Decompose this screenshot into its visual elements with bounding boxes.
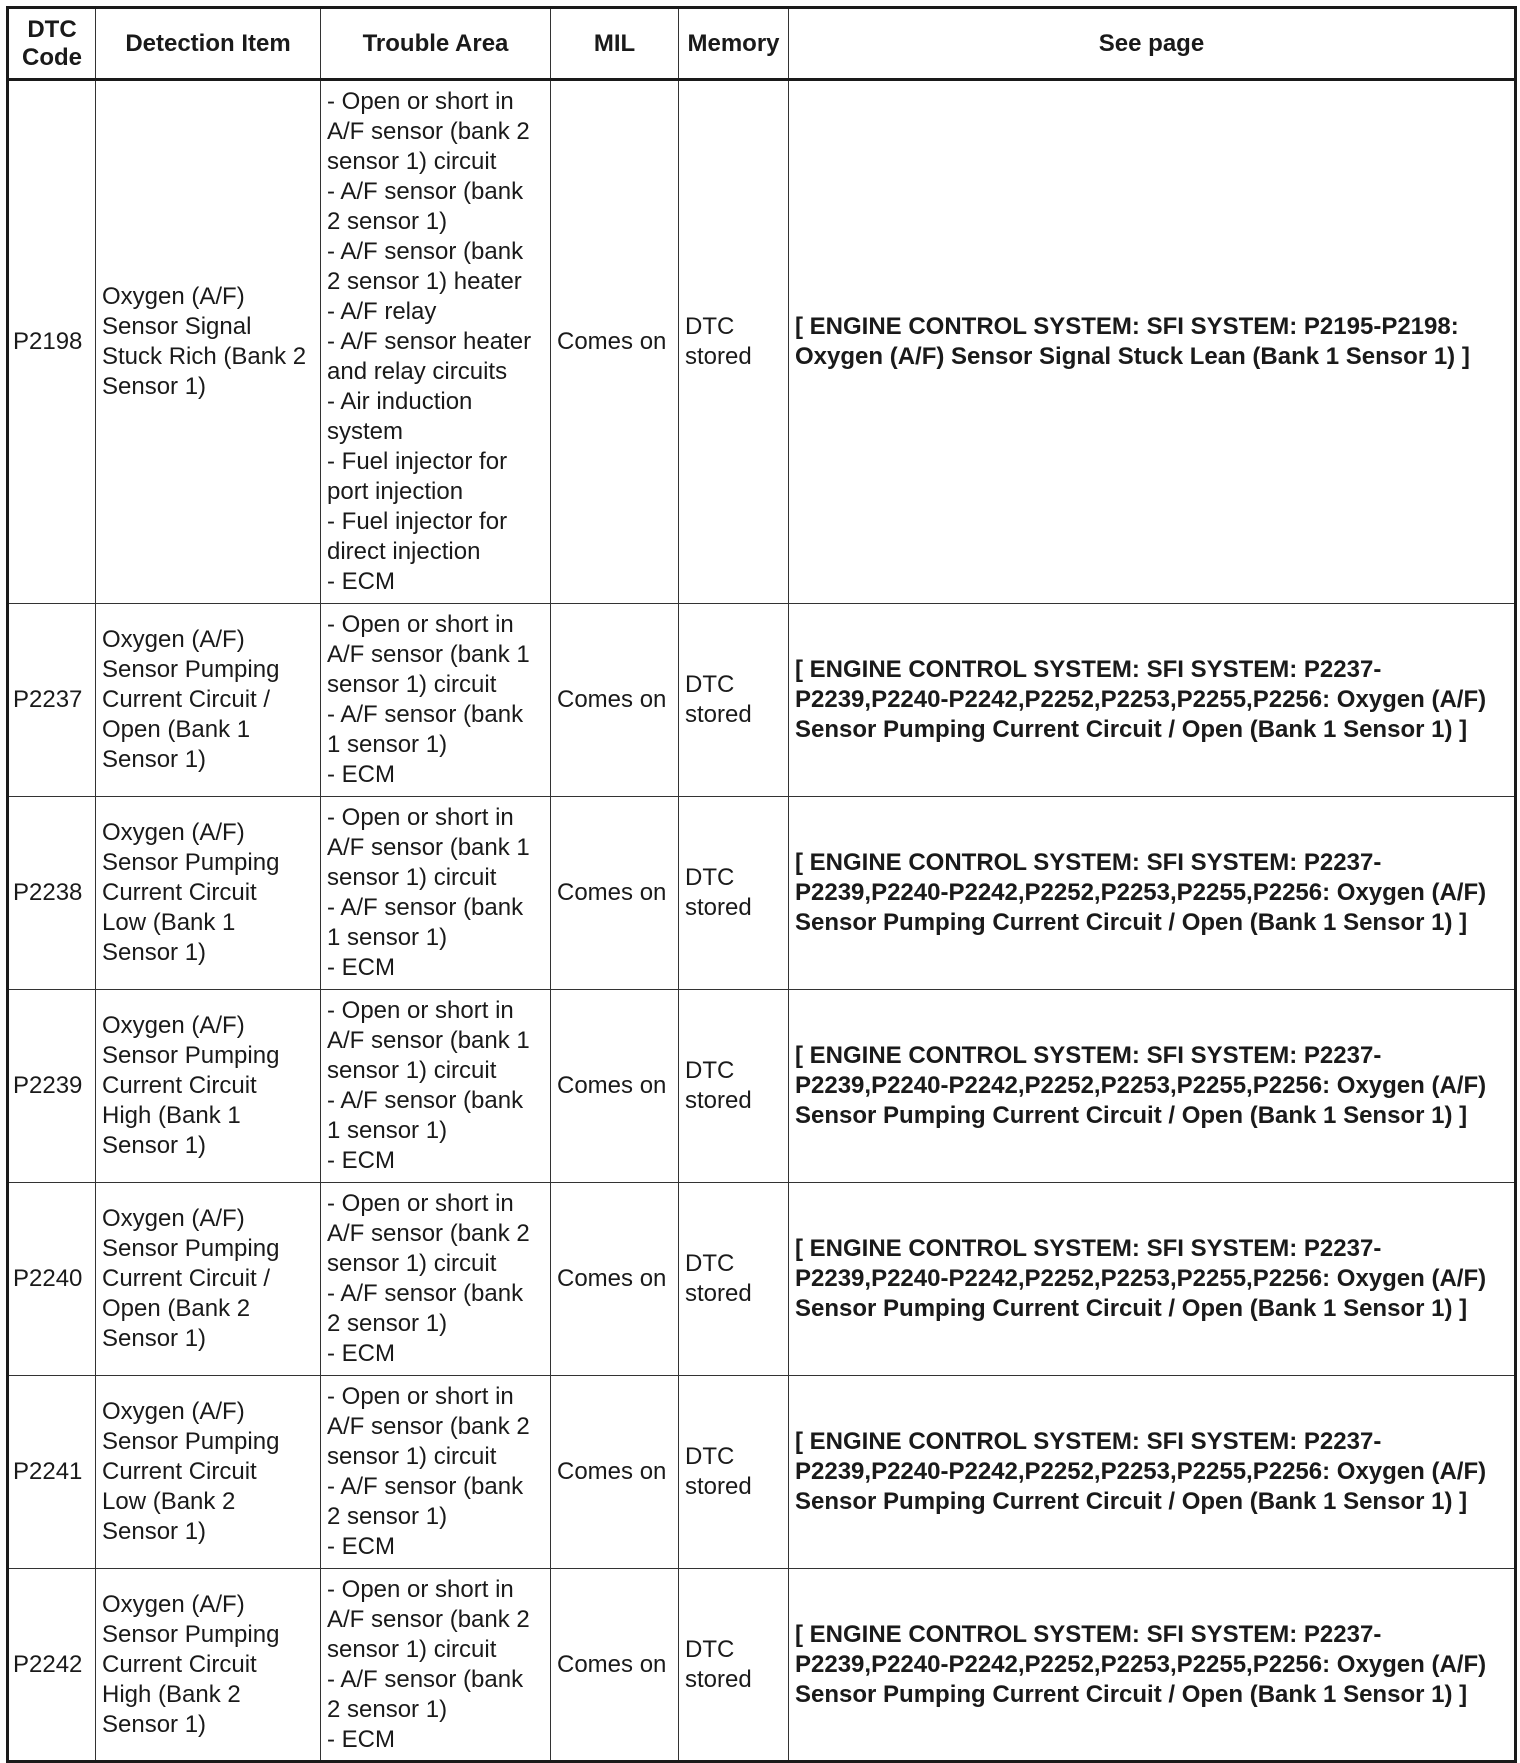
see-page-link[interactable]: [ ENGINE CONTROL SYSTEM: SFI SYSTEM: P2237-P2239,P2240-P2242,P2252,P2253,P2255,P2256: Oxygen (A/F) Sensor Pumping Current Circuit / Open (Bank 1 Sensor 1) ] [789,1569,1516,1762]
see-page-link[interactable]: [ ENGINE CONTROL SYSTEM: SFI SYSTEM: P2195-P2198: Oxygen (A/F) Sensor Signal Stuck Lean (Bank 1 Sensor 1) ] [789,80,1516,604]
mil-cell: Comes on [551,80,679,604]
see-page-link[interactable]: [ ENGINE CONTROL SYSTEM: SFI SYSTEM: P2237-P2239,P2240-P2242,P2252,P2253,P2255,P2256: Oxygen (A/F) Sensor Pumping Current Circuit / Open (Bank 1 Sensor 1) ] [789,1376,1516,1569]
memory-cell [679,1183,789,1376]
trouble-area-cell-text: - Open or short in A/F sensor (bank 2 sensor 1) circuit - A/F sensor (bank 2 sensor 1) - ECM [327,1383,530,1560]
header-trouble-area: Trouble Area [321,8,551,80]
mil-cell: Comes on [551,990,679,1183]
dtc-table [6,6,1517,1763]
dtc-code-cell: P2240 [8,1183,96,1376]
dtc-code-cell: P2239 [8,990,96,1183]
detection-item-cell: Oxygen (A/F) Sensor Pumping Current Circuit High (Bank 1 Sensor 1) [96,990,321,1183]
memory-cell-text: DTC stored [685,671,752,728]
header-memory: Memory [679,8,789,80]
detection-item-cell: Oxygen (A/F) Sensor Pumping Current Circuit Low (Bank 1 Sensor 1) [96,797,321,990]
memory-cell-text: DTC stored [685,864,752,921]
see-page-link[interactable]: [ ENGINE CONTROL SYSTEM: SFI SYSTEM: P2237-P2239,P2240-P2242,P2252,P2253,P2255,P2256: Oxygen (A/F) Sensor Pumping Current Circuit / Open (Bank 1 Sensor 1) ] [789,1183,1516,1376]
mil-cell: Comes on [551,1376,679,1569]
trouble-area-cell-text: - Open or short in A/F sensor (bank 1 sensor 1) circuit - A/F sensor (bank 1 sensor 1) - ECM [327,804,530,981]
memory-cell [679,604,789,797]
table-row [8,1183,1516,1376]
dtc-code-cell: P2241 [8,1376,96,1569]
trouble-area-cell [321,604,551,797]
trouble-area-cell [321,1183,551,1376]
trouble-area-cell-text: - Open or short in A/F sensor (bank 2 sensor 1) circuit - A/F sensor (bank 2 sensor 1) - ECM [327,1190,530,1367]
memory-cell [679,80,789,604]
table-header-row [8,8,1516,80]
dtc-table-container [6,6,1514,1763]
header-dtc-code: DTC Code [8,8,96,80]
memory-cell-text: DTC stored [685,1250,752,1307]
trouble-area-cell [321,1569,551,1762]
trouble-area-cell-text: - Open or short in A/F sensor (bank 2 sensor 1) circuit - A/F sensor (bank 2 sensor 1) - ECM [327,1576,530,1753]
table-row [8,990,1516,1183]
detection-item-cell: Oxygen (A/F) Sensor Pumping Current Circuit / Open (Bank 1 Sensor 1) [96,604,321,797]
header-mil: MIL [551,8,679,80]
detection-item-cell: Oxygen (A/F) Sensor Pumping Current Circuit Low (Bank 2 Sensor 1) [96,1376,321,1569]
dtc-code-cell: P2198 [8,80,96,604]
memory-cell [679,990,789,1183]
table-body [8,80,1516,1762]
mil-cell: Comes on [551,1183,679,1376]
trouble-area-cell-text: - Open or short in A/F sensor (bank 2 sensor 1) circuit - A/F sensor (bank 2 sensor 1) - A/F sensor (bank 2 sensor 1) heater - A/F relay - A/F sensor heater and relay circuits - Air induction system - Fuel injector for port injection - Fuel injector for direct injection - ECM [327,88,532,595]
trouble-area-cell [321,990,551,1183]
header-see-page: See page [789,8,1516,80]
mil-cell: Comes on [551,604,679,797]
memory-cell [679,1569,789,1762]
mil-cell: Comes on [551,797,679,990]
trouble-area-cell [321,80,551,604]
memory-cell-text: DTC stored [685,1635,752,1693]
table-row [8,797,1516,990]
detection-item-cell: Oxygen (A/F) Sensor Pumping Current Circuit / Open (Bank 2 Sensor 1) [96,1183,321,1376]
header-detection-item: Detection Item [96,8,321,80]
memory-cell-text: DTC stored [685,1443,752,1500]
trouble-area-cell [321,797,551,990]
table-row [8,1376,1516,1569]
memory-cell [679,797,789,990]
trouble-area-cell-text: - Open or short in A/F sensor (bank 1 sensor 1) circuit - A/F sensor (bank 1 sensor 1) - ECM [327,997,530,1174]
table-row [8,1569,1516,1762]
trouble-area-cell [321,1376,551,1569]
detection-item-cell: Oxygen (A/F) Sensor Pumping Current Circuit High (Bank 2 Sensor 1) [96,1569,321,1762]
memory-cell-text: DTC stored [685,313,752,370]
dtc-code-cell: P2238 [8,797,96,990]
dtc-code-cell: P2237 [8,604,96,797]
table-row [8,604,1516,797]
trouble-area-cell-text: - Open or short in A/F sensor (bank 1 sensor 1) circuit - A/F sensor (bank 1 sensor 1) - ECM [327,611,530,788]
see-page-link[interactable]: [ ENGINE CONTROL SYSTEM: SFI SYSTEM: P2237-P2239,P2240-P2242,P2252,P2253,P2255,P2256: Oxygen (A/F) Sensor Pumping Current Circuit / Open (Bank 1 Sensor 1) ] [789,990,1516,1183]
mil-cell: Comes on [551,1569,679,1762]
dtc-code-cell: P2242 [8,1569,96,1762]
memory-cell-text: DTC stored [685,1057,752,1114]
see-page-link[interactable]: [ ENGINE CONTROL SYSTEM: SFI SYSTEM: P2237-P2239,P2240-P2242,P2252,P2253,P2255,P2256: Oxygen (A/F) Sensor Pumping Current Circuit / Open (Bank 1 Sensor 1) ] [789,797,1516,990]
table-row [8,80,1516,604]
see-page-link[interactable]: [ ENGINE CONTROL SYSTEM: SFI SYSTEM: P2237-P2239,P2240-P2242,P2252,P2253,P2255,P2256: Oxygen (A/F) Sensor Pumping Current Circuit / Open (Bank 1 Sensor 1) ] [789,604,1516,797]
memory-cell [679,1376,789,1569]
detection-item-cell: Oxygen (A/F) Sensor Signal Stuck Rich (Bank 2 Sensor 1) [96,80,321,604]
